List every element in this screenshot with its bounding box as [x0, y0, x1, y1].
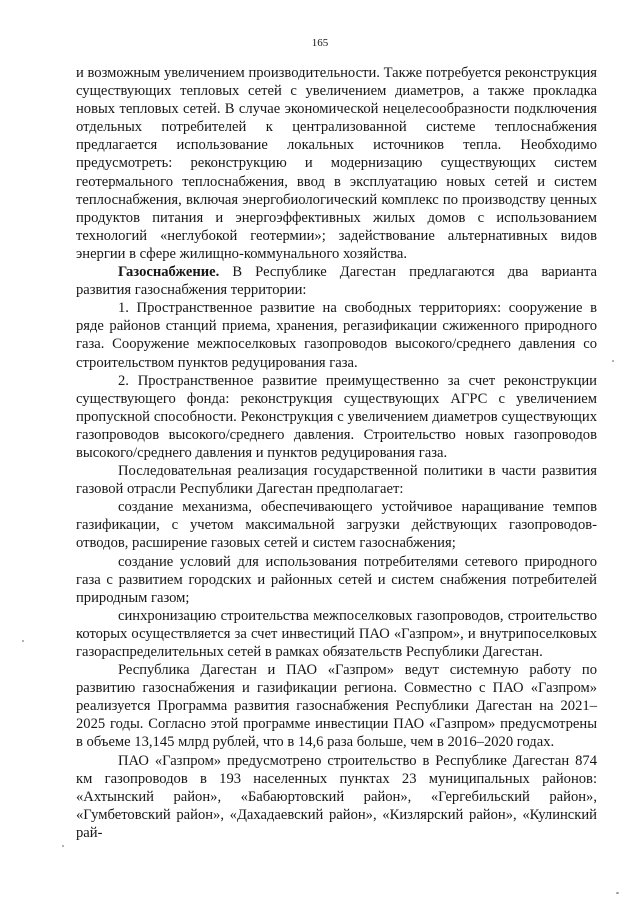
paragraph-text: 1. Пространственное развитие на свободных территориях: сооружение в ряде районов станций приема, хранения, регазификации сжиженного природного газа. Сооружение межпоселковых газопроводов высокого/среднего давления со строительством пунктов редуцирования газа.	[76, 300, 597, 371]
paragraph-policy-item-conditions	[76, 553, 597, 607]
paragraph-gazprom-program	[76, 661, 597, 751]
paragraph-text: ПАО «Газпром» предусмотрено строительство в Республике Дагестан 874 км газопроводов в 193 населенных пунктах 23 муниципальных районов: «Ахтынский район», «Бабаюртовский район», «Гергебильский район», «Гумбетовский район», «Дахадаевский район», «Кизлярский район», «Кулинский рай-	[76, 752, 597, 841]
paragraph-text: создание условий для использования потребителями сетевого природного газа с развитием городских и районных сетей и систем снабжения потребителей природным газом;	[76, 553, 597, 606]
scan-speck	[22, 640, 24, 642]
paragraph-text: В Республике Дагестан предлагаются два варианта развития газоснабжения территории:	[76, 264, 597, 299]
paragraph-text: Республика Дагестан и ПАО «Газпром» ведут системную работу по развитию газоснабжения и газификации региона. Совместно с ПАО «Газпром» реализуется Программа развития газоснабжения Республики Дагестан на 2021–2025 годы. Согласно этой программе инвестиции ПАО «Газпром» предусмотрены в объеме 13,145 млрд рублей, что в 14,6 раза больше, чем в 2016–2020 годах.	[76, 662, 597, 751]
page-body	[76, 64, 597, 842]
scan-speck	[612, 360, 614, 362]
scan-speck	[62, 845, 64, 847]
paragraph-text: и возможным увеличением производительности. Также потребуется реконструкция существующих тепловых сетей с увеличением диаметров, а также прокладка новых тепловых сетей. В случае экономической нецелесообразности подключения отдельных потребителей к централизованной системе теплоснабжения предлагается использование локальных источников тепла. Необходимо предусмотреть: реконструкцию и модернизацию существующих систем геотермального теплоснабжения, ввод в эксплуатацию новых сетей и систем теплоснабжения, включая энергобиологический комплекс по производству ценных продуктов питания и энергоэффективных жилых домов с использованием технологий «неглубокой геотермии»; задействование альтернативных видов энергии в сфере жилищно-коммунального хозяйства.	[76, 65, 597, 262]
paragraph-text: синхронизацию строительства межпоселковых газопроводов, строительство которых осуществляется за счет инвестиций ПАО «Газпром», и внутрипоселковых газораспределительных сетей в рамках обязательств Республики Дагестан.	[76, 607, 597, 660]
paragraph-gas-supply-intro	[76, 263, 597, 299]
paragraph-text: Последовательная реализация государственной политики в части развития газовой отрасли Республики Дагестан предполагает:	[76, 463, 597, 498]
paragraph-text: создание механизма, обеспечивающего устойчивое наращивание темпов газификации, с учетом максимальной загрузки действующих газопроводов-отводов, расширение газовых сетей и систем газоснабжения;	[76, 499, 597, 552]
paragraph-option-2	[76, 372, 597, 462]
paragraph-text: 2. Пространственное развитие преимущественно за счет реконструкции существующего фонда: реконструкция существующих АГРС с увеличением пропускной способности. Реконструкция с увеличением диаметров существующих газопроводов высокого/среднего давления. Строительство новых газопроводов высокого/среднего давления и пунктов редуцирования газа.	[76, 372, 597, 461]
page-number: 165	[311, 37, 329, 49]
paragraph-state-policy	[76, 462, 597, 498]
paragraph-policy-item-synchronization	[76, 607, 597, 661]
section-heading-gas-supply: Газоснабжение.	[118, 264, 220, 281]
paragraph-heat-supply-continuation	[76, 64, 597, 263]
paragraph-option-1	[76, 299, 597, 371]
paragraph-policy-item-mechanism	[76, 498, 597, 552]
scan-speck	[616, 892, 619, 894]
paragraph-gazprom-construction	[76, 752, 597, 842]
